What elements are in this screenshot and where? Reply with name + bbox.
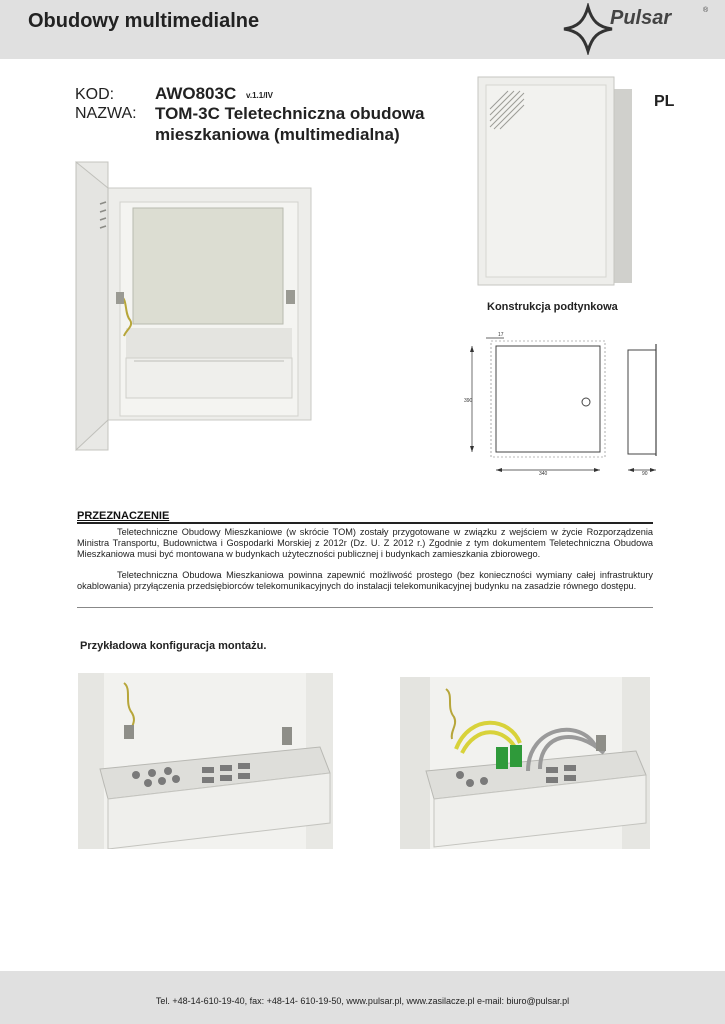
section-divider-bottom xyxy=(77,607,653,608)
product-version: v.1.1/IV xyxy=(246,91,273,100)
name-label: NAZWA: xyxy=(75,105,137,122)
purpose-paragraph-1 xyxy=(77,527,653,560)
technical-drawing xyxy=(460,330,665,480)
construction-caption: Konstrukcja podtynkowa xyxy=(487,301,618,313)
purpose-paragraph-2 xyxy=(77,570,653,592)
product-name: TOM-3C Teletechniczna obudowa mieszkaniowa (multimedialna) xyxy=(155,104,425,144)
config-photo-equipped xyxy=(400,677,650,849)
config-photo-empty xyxy=(78,673,333,849)
configuration-heading: Przykładowa konfiguracja montażu. xyxy=(80,640,267,652)
closed-enclosure-photo xyxy=(474,75,636,289)
dim-top-label: 17 xyxy=(498,332,504,338)
page-title: Obudowy multimedialne xyxy=(28,10,260,32)
logo-text: Pulsar xyxy=(610,7,672,29)
section-divider xyxy=(77,522,653,524)
dim-height-label: 390 xyxy=(464,398,473,404)
purpose-heading: PRZEZNACZENIE xyxy=(77,510,170,522)
purpose-text-2: Teletechniczna Obudowa Mieszkaniowa powinna zapewnić możliwość prostego (bez konieczności wymiany całej infrastruktury okablowania) przyłączenia przedsiębiorców telekomunikacyjnych do instalacji telekomunikacyjnej budynku na zasadzie równego dostępu. xyxy=(77,570,653,591)
dim-width-label: 340 xyxy=(539,471,548,477)
language-badge: PL xyxy=(654,93,675,110)
footer-contact: Tel. +48-14-610-19-40, fax: +48-14- 610-19-50, www.pulsar.pl, www.zasilacze.pl e-mail: biuro@pulsar.pl xyxy=(155,996,570,1006)
open-enclosure-photo xyxy=(74,158,314,452)
pulsar-logo xyxy=(560,3,720,55)
code-label: KOD: xyxy=(75,86,115,103)
dim-depth-label: 90 xyxy=(642,471,648,477)
logo-registered-mark: ® xyxy=(703,7,709,14)
product-code: AWO803C xyxy=(155,84,237,103)
purpose-text-1: Teletechniczne Obudowy Mieszkaniowe (w skrócie TOM) zostały przygotowane w związku z wejściem w życie Rozporządzenia Ministra Transportu, Budownictwa i Gospodarki Morskiej z 2012r (Dz. U. Z 2012 r.) Zgodnie z tym dokumentem Teletechniczna Obudowa Mieszkaniowa musi być montowana w budynkach użyteczności publicznej i budynkach zamieszkania zbiorowego. xyxy=(77,527,653,559)
